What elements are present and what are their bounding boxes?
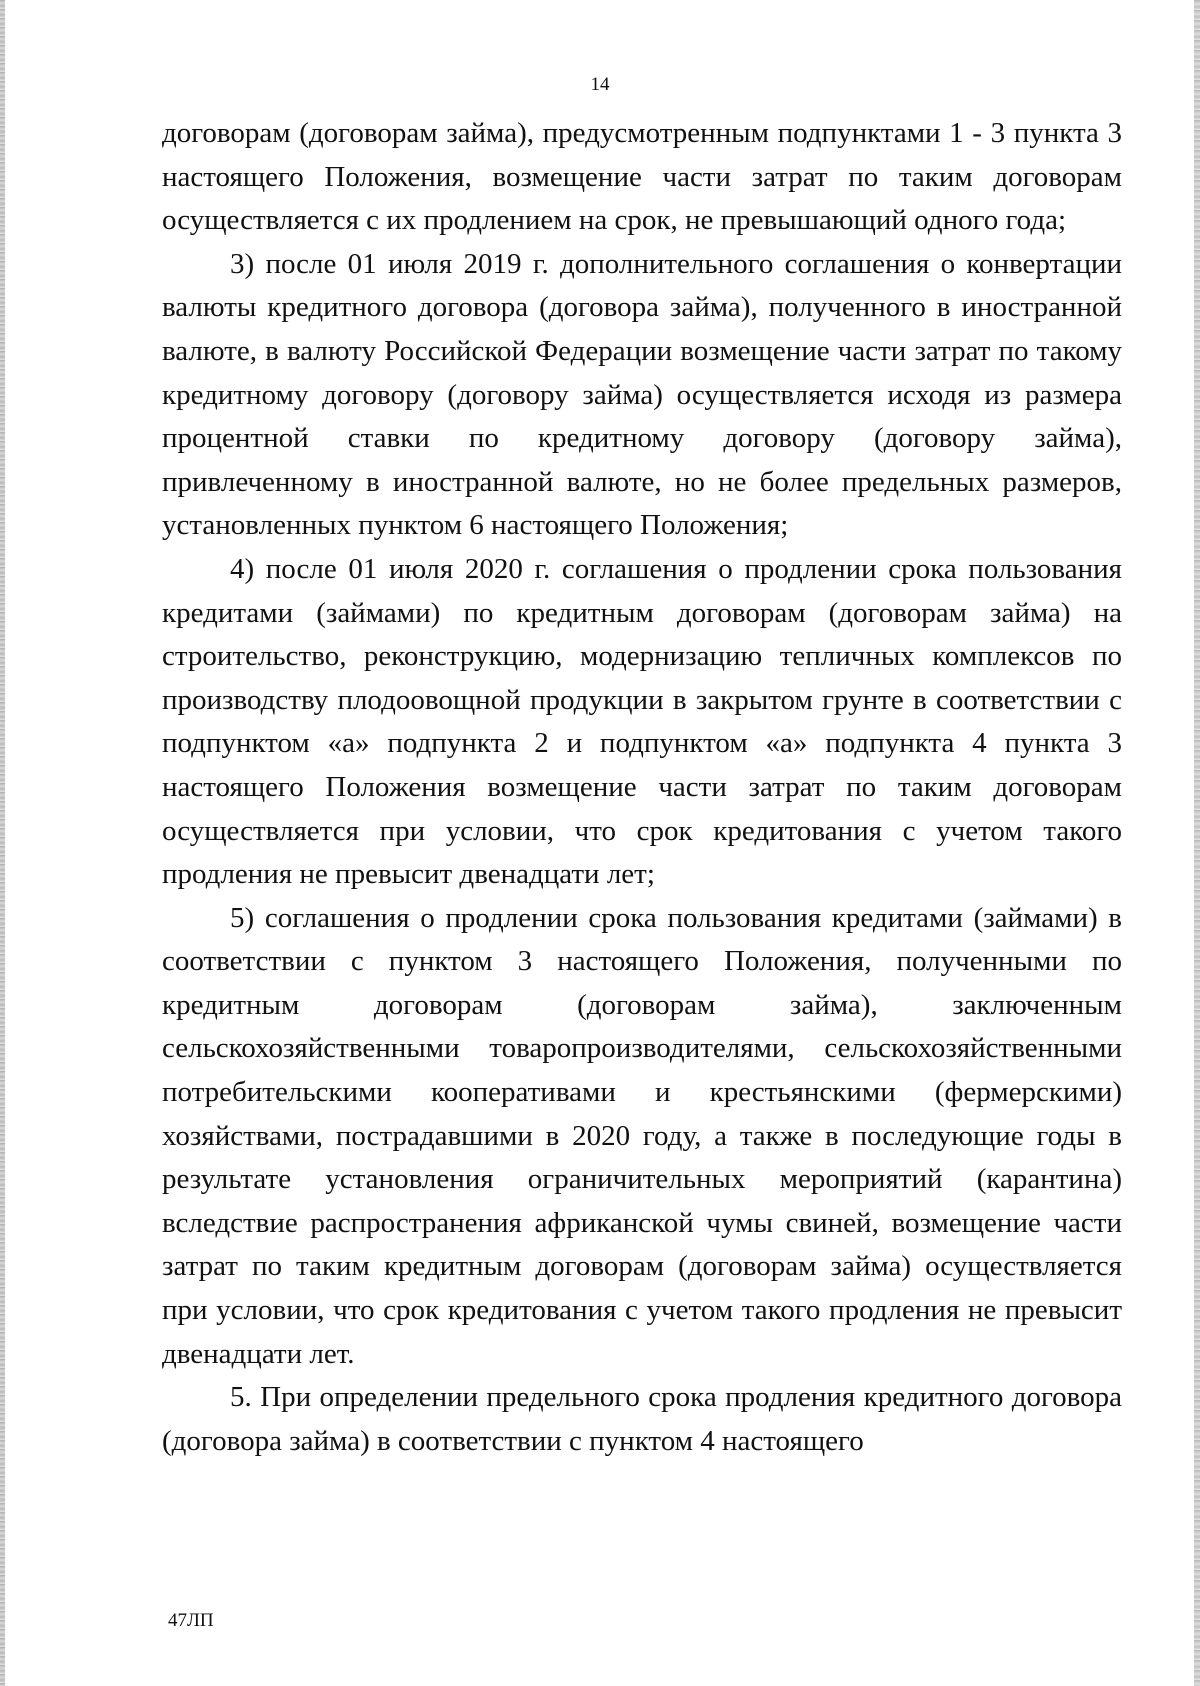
paragraph-item-3: 3) после 01 июля 2019 г. дополнительного соглашения о конвертации валюты кредитного договора (договора займа), полученного в иностранной валюте, в валюту Российской Федерации возмещение части затрат по такому кредитному договору (договору займа) осуществляется исходя из размера процентной ставки по кредитному договору (договору займа), привлеченному в иностранной валюте, но не более предельных размеров, установленных пунктом 6 настоящего Положения; bbox=[162, 247, 1122, 542]
document-body bbox=[162, 112, 1122, 1463]
paragraph-item-4: 4) после 01 июля 2020 г. соглашения о продлении срока пользования кредитами (займами) по кредитным договорам (договорам займа) на строительство, реконструкцию, модернизацию тепличных комплексов по производству плодоовощной продукции в закрытом грунте в соответствии с подпунктом «а» подпункта 2 и подпунктом «а» подпункта 4 пункта 3 настоящего Положения возмещение части затрат по таким договорам осуществляется при условии, что срок кредитования с учетом такого продления не превысит двенадцати лет; bbox=[162, 552, 1122, 891]
paragraph-continuation: договорам (договорам займа), предусмотренным подпунктами 1 - 3 пункта 3 настоящего Положения, возмещение части затрат по таким договорам осуществляется с их продлением на срок, не превышающий одного года; bbox=[162, 117, 1122, 237]
paragraph-item-5: 5) соглашения о продлении срока пользования кредитами (займами) в соответствии с пунктом 3 настоящего Положения, полученными по кредитным договорам (договорам займа), заключенным сельскохозяйственными товаропроизводителями, сельскохозяйственными потребительскими кооперативами и крестьянскими (фермерскими) хозяйствами, пострадавшими в 2020 году, а также в последующие годы в результате установления ограничительных мероприятий (карантина) вследствие распространения африканской чумы свиней, возмещение части затрат по таким кредитным договорам (договорам займа) осуществляется при условии, что срок кредитования с учетом такого продления не превысит двенадцати лет. bbox=[162, 901, 1122, 1370]
scan-edge-left bbox=[0, 0, 5, 1686]
paragraph-clause-5: 5. При определении предельного срока продления кредитного договора (договора займа) в соответствии с пунктом 4 настоящего bbox=[162, 1381, 1122, 1457]
document-code: 47ЛП bbox=[168, 1610, 214, 1631]
scan-edge-right bbox=[1194, 0, 1200, 1686]
page-number: 14 bbox=[590, 74, 610, 95]
